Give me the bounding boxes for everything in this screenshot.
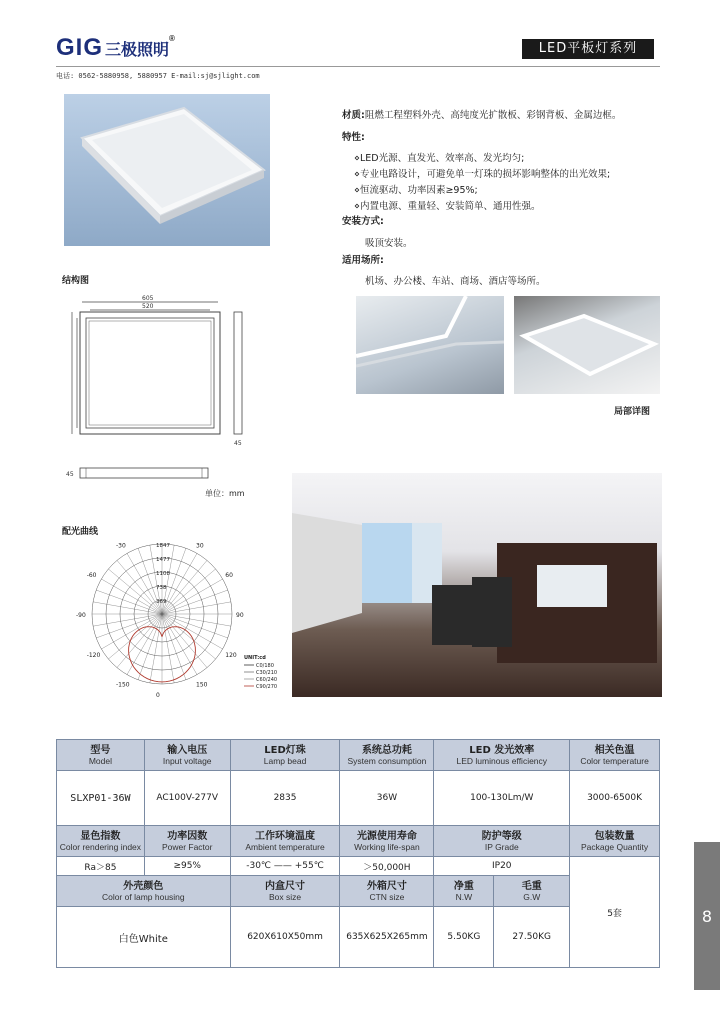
polar-legend-label: C30/210 <box>256 670 278 676</box>
table-header: 工作环境温度 Ambient temperature <box>230 826 340 857</box>
page-number: 8 <box>694 842 720 990</box>
table-cell: 白色White <box>57 907 231 968</box>
table-header: 外箱尺寸 CTN size <box>340 876 434 907</box>
feature-text: 内置电源、重量轻、安装简单、通用性强。 <box>359 201 541 212</box>
unit-label: 单位：mm <box>205 489 245 498</box>
detail-caption: 局部详图 <box>614 407 651 417</box>
feature-item: ⋄LED光源、直发光、效率高、发光均匀; <box>354 153 525 164</box>
dim-45-side: 45 <box>234 440 242 447</box>
features-label: 特性: <box>342 132 365 143</box>
table-cell: 620X610X50mm <box>230 907 340 968</box>
drawing-title: 结构图 <box>62 276 90 286</box>
polar-legend-label: C0/180 <box>256 663 274 669</box>
logo-letters: GIG <box>56 34 104 61</box>
table-cell: -30℃ —— +55℃ <box>230 857 340 876</box>
dim-605: 605 <box>142 295 154 302</box>
material-label: 材质: <box>342 110 365 121</box>
table-header: 防护等级 IP Grade <box>434 826 570 857</box>
table-header: 系统总功耗 System consumption <box>340 740 434 771</box>
spec-table <box>56 739 660 968</box>
table-cell: 3000-6500K <box>570 771 660 826</box>
table-header: 内盒尺寸 Box size <box>230 876 340 907</box>
polar-radius-label: 738 <box>156 585 167 591</box>
table-cell: 27.50KG <box>494 907 570 968</box>
dim-520: 520 <box>142 303 154 310</box>
usage-label: 适用场所: <box>342 255 384 266</box>
table-cell: ≥95% <box>144 857 230 876</box>
detail-photo-corner <box>514 296 660 394</box>
registered-mark: ® <box>169 34 175 43</box>
polar-angle-label: -150 <box>116 681 130 689</box>
polar-angle-label: -30 <box>116 542 126 550</box>
polar-radius-label: 1477 <box>156 557 170 563</box>
table-header: 相关色温 Color temperature <box>570 740 660 771</box>
table-header: 毛重 G.W <box>494 876 570 907</box>
polar-curve-chart <box>60 532 280 712</box>
polar-radius-label: 1847 <box>156 543 170 549</box>
install-label: 安装方式: <box>342 216 384 227</box>
polar-radius-label: 1108 <box>156 571 170 577</box>
brand-logo <box>56 34 175 62</box>
table-header: 光源使用寿命 Working life-span <box>340 826 434 857</box>
polar-legend-label: C60/240 <box>256 677 278 683</box>
table-row <box>57 826 660 857</box>
table-cell: Ra＞85 <box>57 857 145 876</box>
dim-45-bottom: 45 <box>66 471 74 478</box>
table-header: 净重 N.W <box>434 876 494 907</box>
polar-legend-unit: UNIT:cd <box>244 655 266 661</box>
table-row <box>57 876 660 907</box>
polar-angle-label: -60 <box>86 572 97 579</box>
polar-title: 配光曲线 <box>62 527 99 537</box>
table-cell: 36W <box>340 771 434 826</box>
table-cell: AC100V-277V <box>144 771 230 826</box>
logo-chinese: 三极照明 <box>105 42 170 59</box>
material-text: 阻燃工程塑料外壳、高纯度光扩散板、彩钢背板、金属边框。 <box>364 110 622 121</box>
polar-angle-label: -120 <box>86 652 101 659</box>
table-header: 包装数量 Package Quantity <box>570 826 660 857</box>
feature-text: 恒流驱动、功率因素≥95%; <box>359 185 478 196</box>
usage-text: 机场、办公楼、车站、商场、酒店等场所。 <box>365 276 546 287</box>
table-header: 型号 Model <box>57 740 145 771</box>
table-header: 功率因数 Power Factor <box>144 826 230 857</box>
table-header: 显色指数 Color rendering index <box>57 826 145 857</box>
table-header: LED灯珠 Lamp bead <box>230 740 340 771</box>
table-cell: 2835 <box>230 771 340 826</box>
install-text: 吸顶安装。 <box>365 238 413 249</box>
table-header: 输入电压 Input voltage <box>144 740 230 771</box>
polar-legend-label: C90/270 <box>256 684 278 690</box>
table-cell: 100-130Lm/W <box>434 771 570 826</box>
product-photo <box>64 94 270 246</box>
polar-angle-label: 30 <box>196 542 204 550</box>
feature-item: ⋄内置电源、重量轻、安装简单、通用性强。 <box>354 201 541 212</box>
feature-item: ⋄恒流驱动、功率因素≥95%; <box>354 185 478 196</box>
package-quantity-cell: 5套 <box>570 857 660 968</box>
material-line <box>342 110 621 122</box>
polar-radius-label: 369 <box>156 599 167 605</box>
table-row <box>57 907 660 968</box>
polar-angle-label: -90 <box>76 612 86 619</box>
table-cell: SLXP01-36W <box>57 771 145 826</box>
polar-angle-label: 60 <box>225 572 233 579</box>
feature-item: ⋄专业电路设计，可避免单一灯珠的损坏影响整体的出光效果; <box>354 169 611 180</box>
structure-drawing <box>60 290 250 500</box>
table-row <box>57 771 660 826</box>
table-row <box>57 740 660 771</box>
table-row <box>57 857 660 876</box>
table-header: 外壳颜色 Color of lamp housing <box>57 876 231 907</box>
office-room-photo <box>292 473 662 697</box>
polar-angle-label: 150 <box>196 681 208 689</box>
polar-angle-label: 120 <box>225 652 237 659</box>
polar-angle-label: 0 <box>156 692 160 699</box>
feature-text: LED光源、直发光、效率高、发光均匀; <box>359 153 525 164</box>
table-cell: 635X625X265mm <box>340 907 434 968</box>
table-header: LED 发光效率 LED luminous efficiency <box>434 740 570 771</box>
header-divider <box>56 66 660 67</box>
table-cell: 5.50KG <box>434 907 494 968</box>
feature-text: 专业电路设计，可避免单一灯珠的损坏影响整体的出光效果; <box>359 169 611 180</box>
detail-photo-edge <box>356 296 504 394</box>
table-cell: IP20 <box>434 857 570 876</box>
contact-info: 电话: 0562-5880958, 5880957 E-mail:sj@sjlight.com <box>56 72 260 80</box>
polar-angle-label: 90 <box>236 612 244 619</box>
series-title: LED平板灯系列 <box>522 39 654 59</box>
table-cell: ＞50,000H <box>340 857 434 876</box>
